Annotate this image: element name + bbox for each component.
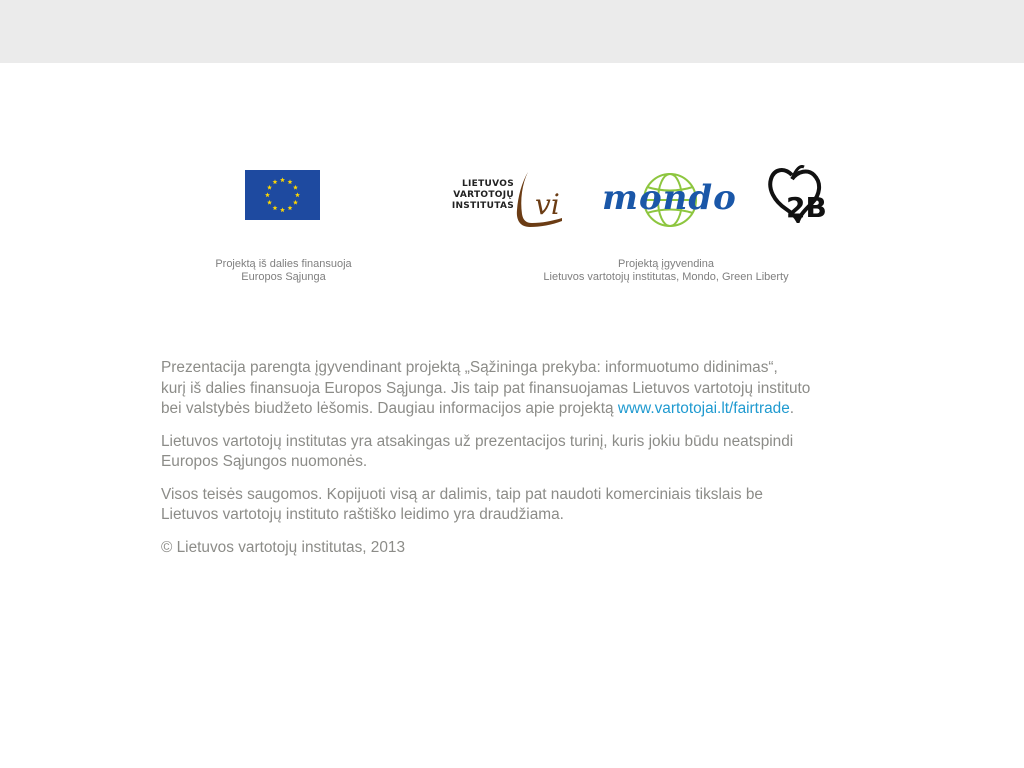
- funding-line-2: kurį iš dalies finansuoja Europos Sąjunga. Jis taip pat finansuojamas Lietuvos vartotojų instituto: [161, 379, 811, 397]
- impl-caption-line-1: Projektą įgyvendina: [617, 258, 714, 270]
- impl-caption-line-2: Lietuvos vartotojų institutas, Mondo, Green Liberty: [543, 271, 789, 283]
- copyright-paragraph: [161, 538, 851, 559]
- rights-line-1: Visos teisės saugomos. Kopijuoti visą ar dalimis, taip pat naudoti komerciniais tikslais be: [161, 485, 763, 503]
- eu-caption-line-1: Projektą iš dalies finansuoja: [215, 258, 352, 270]
- mondo-wordmark: mondo: [602, 178, 737, 218]
- disclaimer-text: [161, 358, 851, 570]
- eu-caption-line-2: Europos Sąjunga: [241, 271, 326, 283]
- funding-line-3-text: bei valstybės biudžeto lėšomis. Daugiau informacijos apie projektą: [161, 400, 618, 417]
- copyright-line: © Lietuvos vartotojų institutas, 2013: [161, 538, 406, 556]
- responsibility-paragraph: [161, 432, 851, 473]
- funding-line-1: Prezentacija parengta įgyvendinant projektą „Sąžininga prekyba: informuotumo didinimas“,: [161, 359, 778, 376]
- implementers-caption: [520, 258, 812, 284]
- lvi-line-1: LIETUVOS: [461, 179, 514, 189]
- rights-paragraph: [161, 485, 851, 526]
- eu-flag-logo: [245, 170, 320, 220]
- lvi-logo: [446, 166, 564, 228]
- funding-line-3: [161, 399, 851, 420]
- lvi-logo-text: [434, 179, 514, 212]
- responsibility-line-1: Lietuvos vartotojų institutas yra atsakingas už prezentacijos turinį, kuris jokiu būdu neatspindi: [161, 432, 794, 450]
- lvi-line-2: VARTOTOJŲ: [453, 190, 514, 200]
- svg-text:vi: vi: [535, 188, 560, 221]
- lvi-line-3: INSTITUTAS: [451, 201, 514, 211]
- funding-line-3-end: .: [789, 400, 795, 417]
- mondo-logo: [602, 170, 737, 232]
- lvi-mark-icon: [512, 166, 564, 228]
- eu-funding-caption: [196, 258, 371, 284]
- responsibility-line-2: Europos Sąjungos nuomonės.: [161, 453, 368, 470]
- leaf-g2b-icon: [766, 165, 852, 223]
- eu-flag-icon: [245, 170, 320, 220]
- project-link[interactable]: www.vartotojai.lt/fairtrade: [617, 400, 790, 417]
- funding-paragraph: [161, 358, 851, 420]
- rights-line-2: Lietuvos vartotojų instituto raštiško leidimo yra draudžiama.: [161, 506, 564, 523]
- svg-text:2B: 2B: [786, 191, 827, 223]
- top-band: [0, 0, 1024, 63]
- g2b-logo: [766, 165, 852, 223]
